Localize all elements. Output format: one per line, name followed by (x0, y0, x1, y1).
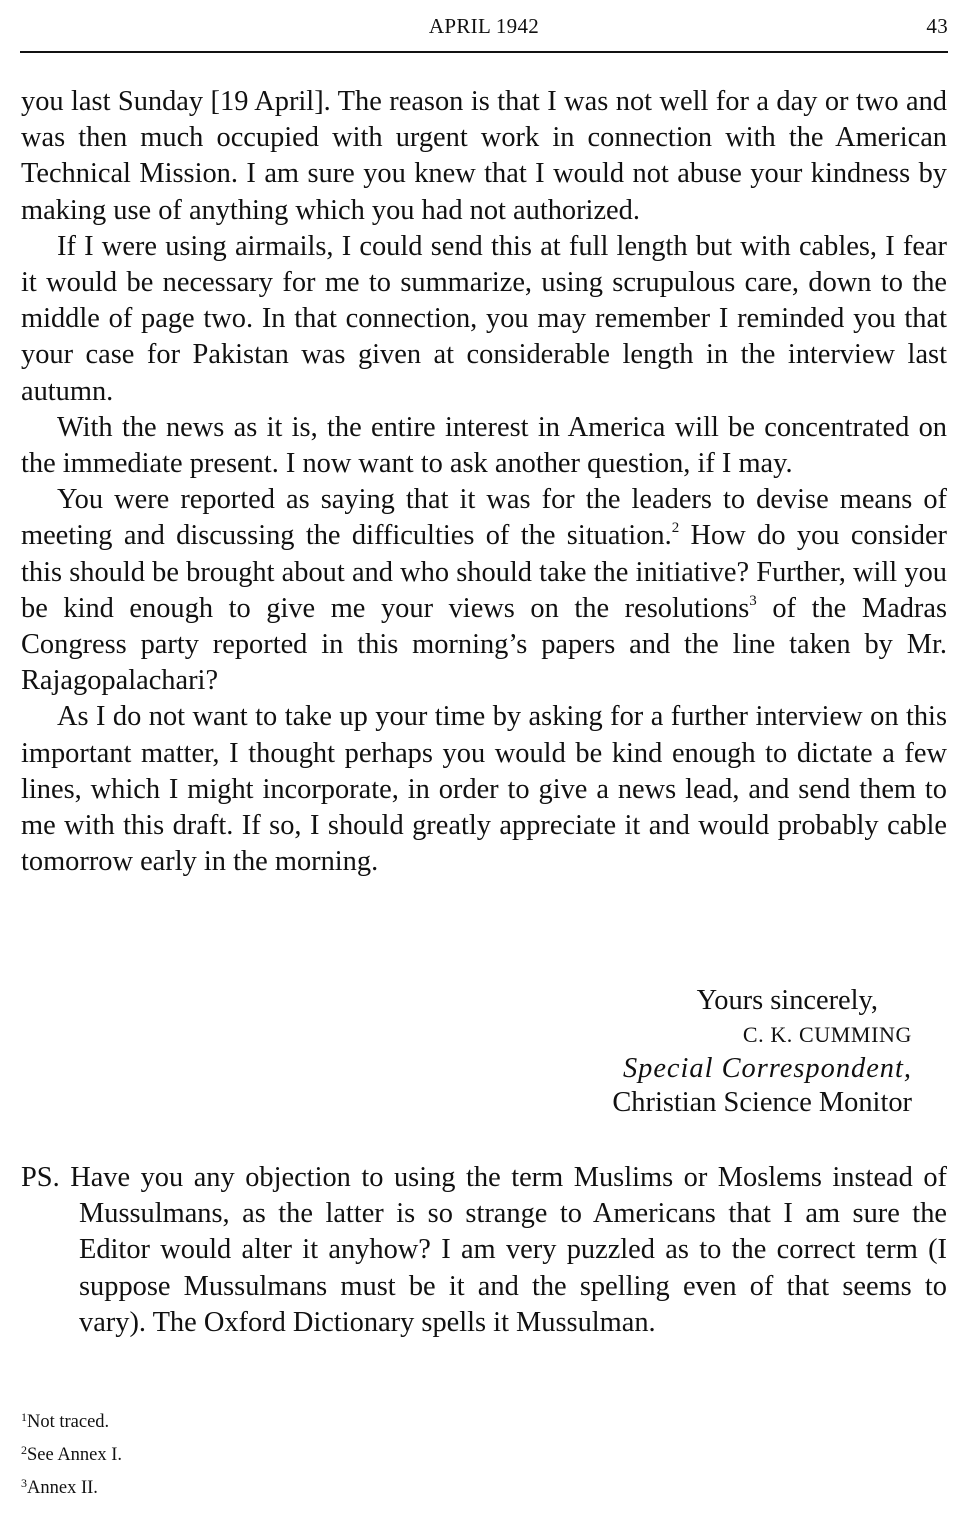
signature-organization: Christian Science Monitor (612, 1087, 912, 1118)
footnote-text-3: Annex II. (27, 1478, 98, 1498)
paragraph-3: With the news as it is, the entire interest in America will be concentrated on the immediate present. I now want to ask another question, if I may. (21, 411, 947, 480)
paragraph-4 (21, 482, 947, 699)
footnote-2 (21, 1436, 122, 1469)
footnote-1 (21, 1403, 122, 1436)
footnote-text-1: Not traced. (27, 1412, 110, 1432)
header-rule (20, 51, 948, 53)
paragraph-5: As I do not want to take up your time by asking for a further interview on this important matter, I thought perhaps you would be kind enough to dictate a few lines, which I might incorporate, in order to give a news lead, and send them to me with this draft. If so, I should greatly appreciate it and would probably cable tomorrow early in the morning. (21, 701, 947, 878)
running-title: APRIL 1942 (428, 14, 540, 38)
running-head (20, 14, 948, 44)
footnote-mark-3: 3 (21, 1476, 27, 1490)
footnotes (21, 1403, 122, 1502)
page-number: 43 (926, 14, 948, 38)
signature-title: Special Correspondent, (622, 1053, 912, 1084)
footnote-ref-3: 3 (749, 592, 757, 609)
footnote-3 (21, 1469, 122, 1502)
paragraph-2: If I were using airmails, I could send this at full length but with cables, I fear it would be necessary for me to summarize, using scrupulous care, down to the middle of page two. In that connection, you may remember I reminded you that your case for Pakistan was given at considerable length in the interview last autumn. (21, 230, 947, 407)
paragraph-4-text-b: How do you consider this should be brought about and who should take the initiative? Further, will you be kind enough to give me your views on the resolutions (21, 520, 948, 624)
footnote-ref-2: 2 (671, 520, 680, 537)
postscript: PS. Have you any objection to using the term Muslims or Moslems instead of Mussulmans, as the latter is so strange to Americans that I am sure the Editor would alter it anyhow? I am very puzzled as to the correct term (I suppose Mussulmans must be it and the spelling even of that seems to vary). The Oxford Dictionary spells it Mussulman. (21, 1162, 947, 1338)
paragraph-1: you last Sunday [19 April]. The reason is that I was not well for a day or two and was then much occupied with urgent work in connection with the American Technical Mission. I am sure you knew that I would not abuse your kindness by making use of anything which you had not authorized. (21, 86, 947, 226)
footnote-mark-1: 1 (21, 1410, 27, 1424)
letter-body (21, 84, 947, 880)
signature-closing: Yours sincerely, (696, 985, 878, 1016)
footnote-mark-2: 2 (21, 1443, 27, 1457)
signature-block (612, 984, 912, 1120)
footnote-text-2: See Annex I. (27, 1445, 123, 1465)
paragraph-4-text-a: You were reported as saying that it was for the leaders to devise means of meeting and discussing the difficulties of the situation. (21, 484, 947, 552)
paragraph-4-text-c: of the Madras Congress party reported in this morning’s papers and the line taken by Mr. Rajagopalachari? (21, 592, 947, 697)
signature-name: C. K. CUMMING (742, 1022, 912, 1047)
